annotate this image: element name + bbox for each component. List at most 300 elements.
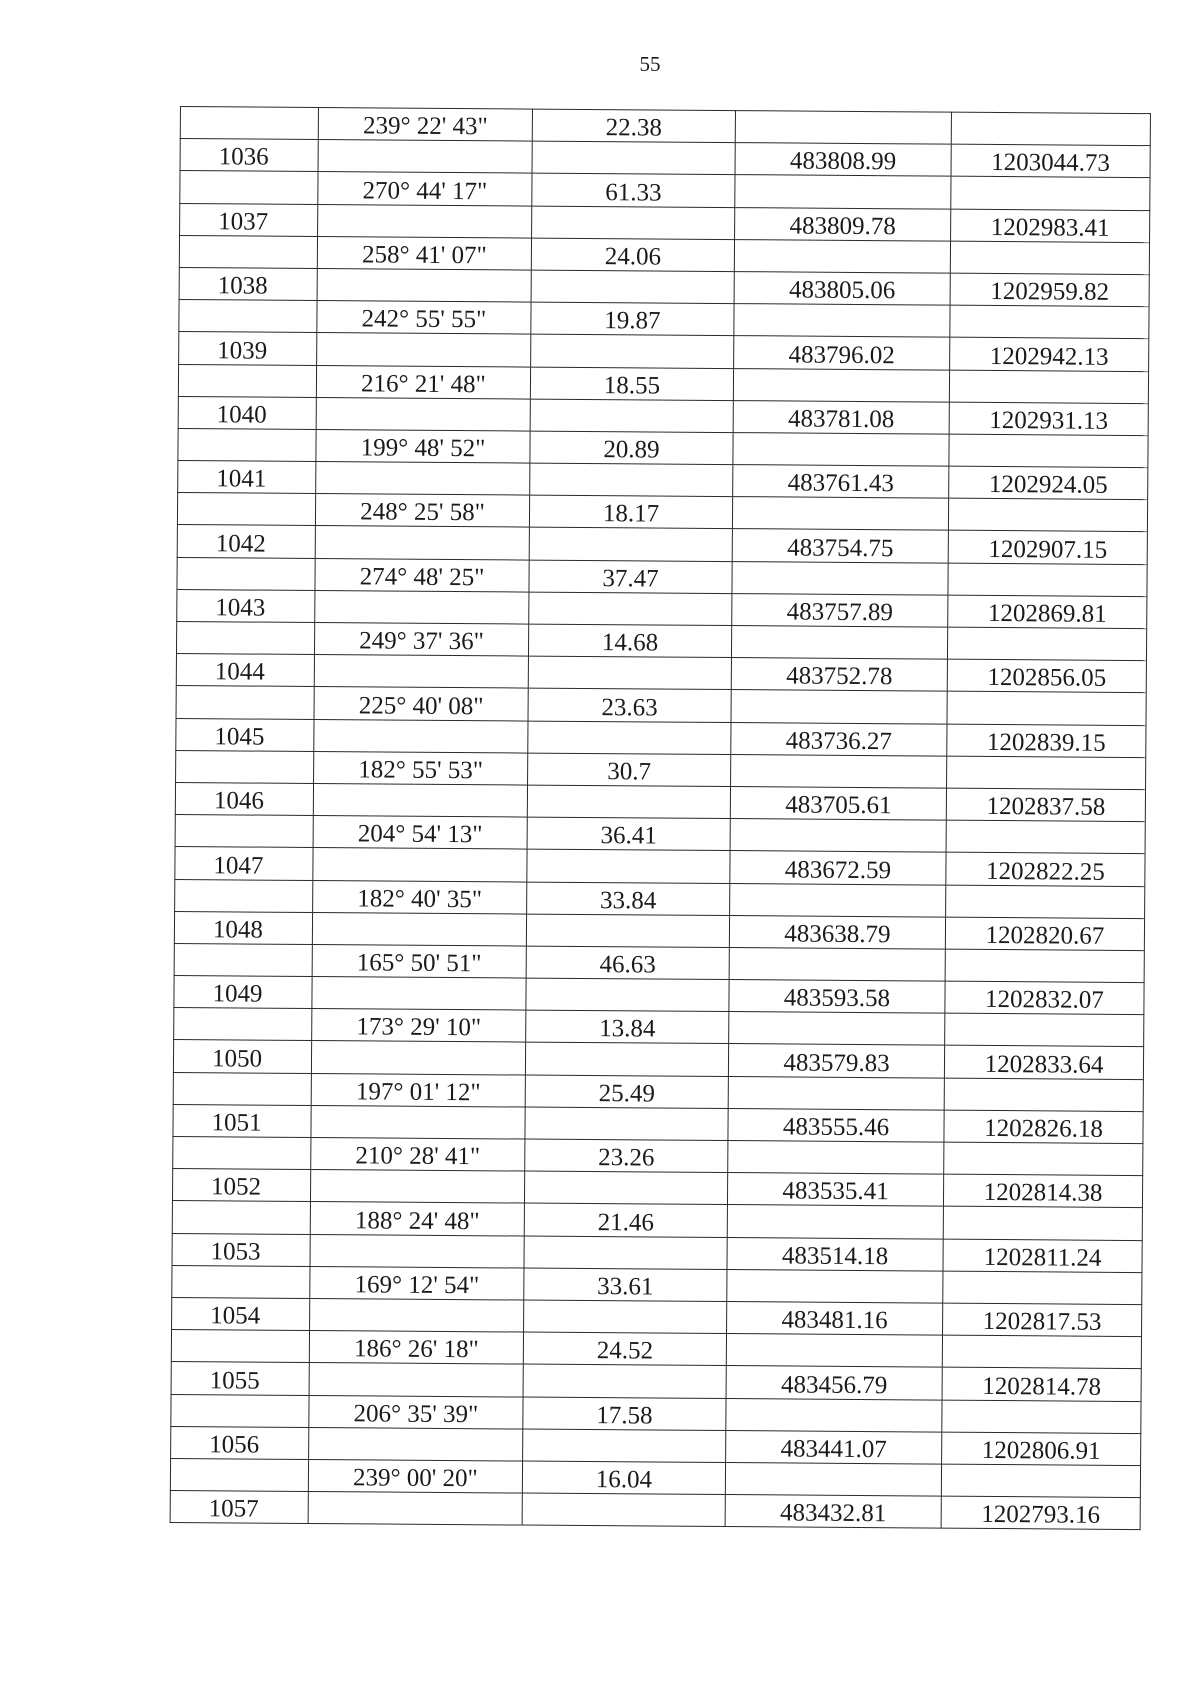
distance-cell: [530, 463, 733, 497]
northing-cell-text: 483638.79: [784, 920, 891, 949]
point-cell: [176, 621, 314, 654]
distance-cell-text: 24.52: [596, 1337, 654, 1365]
easting-cell-text: 1202822.25: [985, 857, 1105, 886]
bearing-cell: [317, 268, 531, 302]
bearing-cell-text: 242° 55' 55": [361, 305, 487, 334]
distance-cell: [532, 141, 735, 175]
distance-cell-text: 33.61: [597, 1273, 654, 1301]
point-cell-text: 1046: [213, 787, 265, 815]
bearing-cell: [310, 1234, 524, 1268]
distance-cell-text: 16.04: [595, 1466, 653, 1494]
point-cell: [180, 171, 318, 204]
bearing-cell: [311, 1137, 525, 1171]
distance-cell: [528, 624, 731, 658]
northing-cell: [731, 754, 947, 788]
easting-cell: [951, 112, 1150, 146]
northing-cell: [727, 1205, 943, 1239]
northing-cell: [727, 1301, 943, 1335]
northing-cell: [734, 239, 950, 273]
point-cell-text: 1047: [213, 851, 264, 880]
easting-cell-text: 1202856.05: [987, 664, 1107, 693]
distance-cell: [529, 495, 732, 529]
point-cell: [172, 1169, 310, 1202]
distance-cell: [532, 206, 735, 240]
northing-cell-text: 483481.16: [781, 1306, 888, 1335]
easting-cell: [941, 1464, 1140, 1498]
distance-cell: [531, 270, 734, 304]
northing-cell: [730, 883, 946, 917]
table-row: [170, 1491, 1140, 1530]
easting-cell-text: 1202820.67: [985, 921, 1105, 950]
point-cell: [180, 203, 318, 236]
page-number: 55: [639, 52, 661, 76]
easting-cell: [949, 370, 1148, 404]
easting-cell: [943, 1174, 1142, 1208]
point-cell-text: 1039: [217, 336, 268, 365]
easting-cell-text: 1202959.82: [990, 278, 1110, 306]
northing-cell: [726, 1398, 942, 1432]
distance-cell: [524, 1171, 727, 1205]
point-cell: [179, 235, 317, 268]
distance-cell: [523, 1429, 726, 1463]
bearing-cell: [317, 236, 531, 270]
northing-cell-text: 483796.02: [788, 340, 895, 369]
distance-cell-text: 24.06: [604, 243, 662, 271]
easting-cell: [950, 241, 1149, 275]
distance-cell: [528, 721, 731, 755]
distance-cell-text: 36.41: [600, 822, 657, 850]
bearing-cell-text: 274° 48' 25": [359, 563, 485, 592]
point-cell: [172, 1201, 310, 1234]
easting-cell: [942, 1400, 1141, 1434]
bearing-cell-text: 182° 40' 35": [357, 885, 483, 913]
point-cell: [174, 1008, 312, 1041]
northing-cell-text: 483808.99: [789, 147, 897, 176]
bearing-cell-text: 249° 37' 36": [359, 627, 485, 656]
easting-cell: [941, 1496, 1140, 1530]
northing-cell: [729, 980, 945, 1014]
easting-cell-text: 1202839.15: [986, 728, 1106, 757]
bearing-cell: [312, 912, 526, 946]
point-cell: [172, 1297, 310, 1330]
distance-cell: [528, 688, 731, 722]
northing-cell-text: 483805.06: [788, 276, 896, 305]
northing-cell: [729, 1012, 945, 1046]
easting-cell-text: 1202907.15: [988, 535, 1108, 564]
northing-cell: [732, 497, 948, 531]
northing-cell: [734, 336, 950, 370]
northing-cell: [730, 851, 946, 885]
northing-cell: [731, 626, 947, 660]
distance-cell: [527, 785, 730, 819]
northing-cell: [728, 1108, 944, 1142]
bearing-cell: [311, 1073, 525, 1107]
bearing-cell-text: 248° 25' 58": [360, 498, 485, 527]
easting-cell: [945, 949, 1144, 983]
distance-cell: [525, 1042, 728, 1076]
easting-cell: [942, 1335, 1141, 1369]
northing-cell: [728, 1044, 944, 1078]
distance-cell-text: 20.89: [603, 436, 660, 464]
point-cell: [179, 300, 317, 333]
distance-cell: [524, 1300, 727, 1334]
northing-cell: [732, 593, 948, 627]
point-cell-text: 1044: [214, 658, 265, 687]
easting-cell: [944, 1046, 1143, 1080]
bearing-cell-text: 258° 41' 07": [361, 241, 487, 270]
easting-cell: [951, 209, 1150, 243]
northing-cell: [727, 1173, 943, 1207]
northing-cell: [732, 529, 948, 563]
point-cell: [176, 654, 314, 687]
point-cell-text: 1054: [210, 1302, 261, 1330]
point-cell: [177, 557, 315, 590]
point-cell-text: 1040: [216, 401, 267, 429]
point-cell-text: 1048: [212, 916, 264, 944]
point-cell: [175, 782, 313, 815]
distance-cell: [523, 1332, 726, 1366]
point-cell: [179, 267, 317, 300]
northing-cell: [734, 272, 950, 306]
easting-cell: [950, 273, 1149, 307]
bearing-cell: [309, 1395, 523, 1429]
bearing-cell-text: 182° 55' 53": [358, 756, 484, 785]
point-cell: [170, 1491, 308, 1524]
point-cell: [177, 589, 315, 622]
distance-cell: [527, 817, 730, 851]
distance-cell: [524, 1236, 727, 1270]
northing-cell: [735, 175, 951, 209]
distance-cell-text: 13.84: [599, 1015, 656, 1043]
bearing-cell: [310, 1202, 524, 1236]
bearing-cell-text: 270° 44' 17": [362, 176, 488, 205]
bearing-cell: [317, 333, 531, 367]
survey-table: [170, 106, 1151, 1530]
bearing-cell: [318, 108, 532, 142]
distance-cell-text: 21.46: [597, 1208, 655, 1237]
easting-cell-text: 1202983.41: [990, 213, 1110, 242]
distance-cell: [530, 367, 733, 401]
point-cell: [176, 686, 314, 719]
easting-cell-text: 1202817.53: [982, 1308, 1102, 1336]
distance-cell: [529, 592, 732, 626]
bearing-cell: [313, 880, 527, 914]
northing-cell: [735, 143, 951, 177]
point-cell-text: 1053: [210, 1238, 261, 1266]
northing-cell: [728, 1076, 944, 1110]
easting-cell: [949, 466, 1148, 500]
northing-cell: [733, 368, 949, 402]
distance-cell: [529, 560, 732, 594]
point-cell: [171, 1362, 309, 1395]
easting-cell: [951, 144, 1150, 178]
northing-cell: [726, 1430, 942, 1464]
northing-cell: [730, 786, 946, 820]
northing-cell: [731, 722, 947, 756]
easting-cell: [945, 1013, 1144, 1047]
bearing-cell-text: 225° 40' 08": [358, 691, 484, 720]
point-cell: [171, 1426, 309, 1459]
bearing-cell: [315, 526, 529, 560]
northing-cell-text: 483672.59: [784, 855, 892, 884]
northing-cell: [731, 658, 947, 692]
bearing-cell: [314, 687, 528, 721]
bearing-cell: [315, 494, 529, 528]
distance-cell-text: 17.58: [596, 1401, 653, 1430]
bearing-cell-text: 216° 21' 48": [361, 370, 486, 398]
easting-cell-text: 1202924.05: [988, 471, 1108, 500]
bearing-cell: [312, 977, 526, 1011]
easting-cell-text: 1202806.91: [981, 1436, 1101, 1465]
easting-cell-text: 1202869.81: [987, 599, 1107, 628]
point-cell: [180, 107, 318, 140]
point-cell: [176, 750, 314, 783]
point-cell-text: 1057: [208, 1495, 259, 1523]
bearing-cell-text: 186° 26' 18": [353, 1335, 479, 1364]
bearing-cell: [317, 301, 531, 335]
easting-cell: [950, 305, 1149, 339]
easting-cell: [945, 981, 1144, 1015]
northing-cell: [725, 1462, 941, 1496]
bearing-cell: [314, 719, 528, 753]
bearing-cell: [315, 558, 529, 592]
easting-cell: [943, 1207, 1142, 1241]
northing-cell: [732, 561, 948, 595]
easting-cell: [946, 820, 1145, 854]
bearing-cell-text: 173° 29' 10": [356, 1013, 482, 1042]
northing-cell: [728, 1141, 944, 1175]
bearing-cell: [313, 848, 527, 882]
point-cell-text: 1049: [212, 980, 263, 1008]
easting-cell: [943, 1239, 1142, 1273]
point-cell-text: 1055: [209, 1366, 260, 1395]
bearing-cell: [316, 429, 530, 463]
distance-cell-text: 61.33: [605, 178, 662, 207]
point-cell: [176, 718, 314, 751]
bearing-cell-text: 210° 28' 41": [355, 1142, 481, 1171]
distance-cell: [527, 849, 730, 883]
bearing-cell: [316, 397, 530, 431]
distance-cell: [526, 914, 729, 948]
point-cell: [171, 1330, 309, 1363]
northing-cell-text: 483752.78: [786, 662, 893, 691]
northing-cell: [735, 111, 951, 145]
distance-cell: [522, 1493, 725, 1527]
point-cell: [172, 1233, 310, 1266]
easting-cell: [947, 692, 1146, 726]
bearing-cell-text: 197° 01' 12": [355, 1078, 481, 1107]
distance-cell: [526, 946, 729, 980]
easting-cell-text: 1202837.58: [986, 793, 1106, 821]
distance-cell: [531, 238, 734, 272]
northing-cell-text: 483432.81: [779, 1499, 887, 1528]
northing-cell: [731, 690, 947, 724]
bearing-cell: [310, 1266, 524, 1300]
northing-cell: [729, 915, 945, 949]
easting-cell-text: 1202931.13: [989, 406, 1109, 435]
easting-cell: [944, 1110, 1143, 1144]
point-cell-text: 1043: [215, 594, 266, 622]
easting-cell: [948, 531, 1147, 565]
bearing-cell: [311, 1041, 525, 1075]
point-cell: [178, 461, 316, 494]
point-cell: [180, 139, 318, 172]
easting-cell-text: 1202942.13: [989, 342, 1109, 371]
distance-cell: [528, 753, 731, 787]
easting-cell: [946, 885, 1145, 919]
distance-cell: [529, 528, 732, 562]
bearing-cell: [314, 623, 528, 657]
northing-cell: [729, 947, 945, 981]
distance-cell: [524, 1203, 727, 1237]
easting-cell: [947, 659, 1146, 693]
easting-cell: [948, 563, 1147, 597]
easting-cell: [951, 177, 1150, 211]
point-cell-text: 1037: [218, 208, 269, 236]
distance-cell: [532, 109, 735, 143]
easting-cell-text: 1202814.78: [982, 1372, 1102, 1401]
distance-cell: [526, 1010, 729, 1044]
bearing-cell: [312, 944, 526, 978]
distance-cell: [525, 1139, 728, 1173]
northing-cell: [733, 465, 949, 499]
point-cell: [171, 1394, 309, 1427]
point-cell: [174, 911, 312, 944]
easting-cell: [947, 627, 1146, 661]
point-cell: [178, 428, 316, 461]
point-cell: [178, 396, 316, 429]
distance-cell-text: 23.63: [601, 693, 658, 722]
easting-cell: [946, 852, 1145, 886]
easting-cell: [944, 1142, 1143, 1176]
easting-cell: [946, 788, 1145, 822]
point-cell-text: 1056: [209, 1431, 260, 1459]
distance-cell: [524, 1268, 727, 1302]
point-cell-text: 1041: [216, 465, 267, 493]
northing-cell-text: 483593.58: [783, 984, 891, 1013]
easting-cell: [944, 1078, 1143, 1112]
distance-cell: [526, 978, 729, 1012]
bearing-cell: [313, 816, 527, 850]
easting-cell-text: 1202833.64: [984, 1050, 1104, 1079]
point-cell: [175, 815, 313, 848]
point-cell: [175, 847, 313, 880]
survey-table-body: [170, 107, 1150, 1530]
easting-cell: [942, 1367, 1141, 1401]
distance-cell-text: 33.84: [599, 886, 657, 915]
bearing-cell: [318, 172, 532, 206]
easting-cell: [949, 434, 1148, 468]
bearing-cell-text: 169° 12' 54": [354, 1271, 480, 1300]
point-cell: [177, 525, 315, 558]
point-cell: [174, 943, 312, 976]
northing-cell-text: 483535.41: [782, 1177, 889, 1206]
easting-cell: [947, 724, 1146, 758]
distance-cell: [525, 1107, 728, 1141]
point-cell: [179, 332, 317, 365]
easting-cell: [943, 1271, 1142, 1305]
bearing-cell: [314, 751, 528, 785]
distance-cell: [522, 1461, 725, 1495]
point-cell: [173, 1104, 311, 1137]
point-cell: [173, 1072, 311, 1105]
northing-cell-text: 483555.46: [782, 1113, 890, 1142]
distance-cell-text: 18.17: [602, 500, 660, 528]
bearing-cell-text: 199° 48' 52": [360, 434, 486, 463]
bearing-cell: [314, 655, 528, 689]
northing-cell-text: 483514.18: [781, 1242, 889, 1270]
northing-cell: [726, 1366, 942, 1400]
northing-cell-text: 483579.83: [783, 1049, 890, 1077]
distance-cell-text: 23.26: [598, 1144, 655, 1172]
northing-cell-text: 483754.75: [787, 534, 894, 562]
distance-cell-text: 46.63: [599, 951, 656, 979]
page-number-container: [0, 52, 1200, 77]
point-cell: [174, 976, 312, 1009]
point-cell-text: 1052: [210, 1173, 262, 1201]
northing-cell-text: 483757.89: [786, 598, 894, 627]
northing-cell: [730, 819, 946, 853]
point-cell-text: 1036: [218, 143, 269, 172]
easting-cell-text: 1202826.18: [984, 1114, 1103, 1143]
distance-cell: [531, 334, 734, 368]
point-cell: [173, 1040, 311, 1073]
bearing-cell: [318, 140, 532, 174]
bearing-cell: [309, 1331, 523, 1365]
bearing-cell: [312, 1009, 526, 1043]
bearing-cell: [311, 1105, 525, 1139]
easting-cell: [942, 1432, 1141, 1466]
northing-cell: [733, 432, 949, 466]
point-cell: [173, 1136, 311, 1169]
easting-cell-text: 1202793.16: [981, 1501, 1101, 1530]
easting-cell: [945, 917, 1144, 951]
point-cell-text: 1050: [211, 1044, 263, 1073]
easting-cell: [950, 337, 1149, 371]
northing-cell-text: 483761.43: [787, 469, 894, 498]
bearing-cell: [316, 462, 530, 496]
northing-cell-text: 483441.07: [780, 1435, 887, 1464]
point-cell: [172, 1265, 310, 1298]
bearing-cell-text: 239° 22' 43": [362, 112, 488, 141]
bearing-cell-text: 206° 35' 39": [353, 1399, 479, 1428]
northing-cell-text: 483705.61: [785, 791, 892, 820]
easting-cell-text: 1203044.73: [991, 149, 1111, 178]
northing-cell-text: 483809.78: [789, 212, 896, 240]
bearing-cell: [318, 204, 532, 238]
easting-cell: [947, 756, 1146, 790]
distance-cell-text: 19.87: [604, 307, 661, 335]
northing-cell-text: 483781.08: [787, 405, 895, 434]
distance-cell: [532, 173, 735, 207]
bearing-cell: [316, 365, 530, 399]
distance-cell: [525, 1075, 728, 1109]
northing-cell: [733, 400, 949, 434]
northing-cell-text: 483736.27: [785, 727, 893, 755]
easting-cell-text: 1202832.07: [984, 986, 1104, 1015]
bearing-cell-text: 204° 54' 13": [357, 820, 483, 849]
point-cell: [178, 364, 316, 397]
bearing-cell: [308, 1459, 522, 1493]
point-cell: [170, 1458, 308, 1491]
northing-cell: [727, 1269, 943, 1303]
bearing-cell: [315, 590, 529, 624]
northing-cell: [726, 1334, 942, 1368]
distance-cell-text: 30.7: [607, 758, 652, 786]
point-cell-text: 1045: [214, 723, 265, 751]
easting-cell: [943, 1303, 1142, 1337]
bearing-cell: [313, 783, 527, 817]
